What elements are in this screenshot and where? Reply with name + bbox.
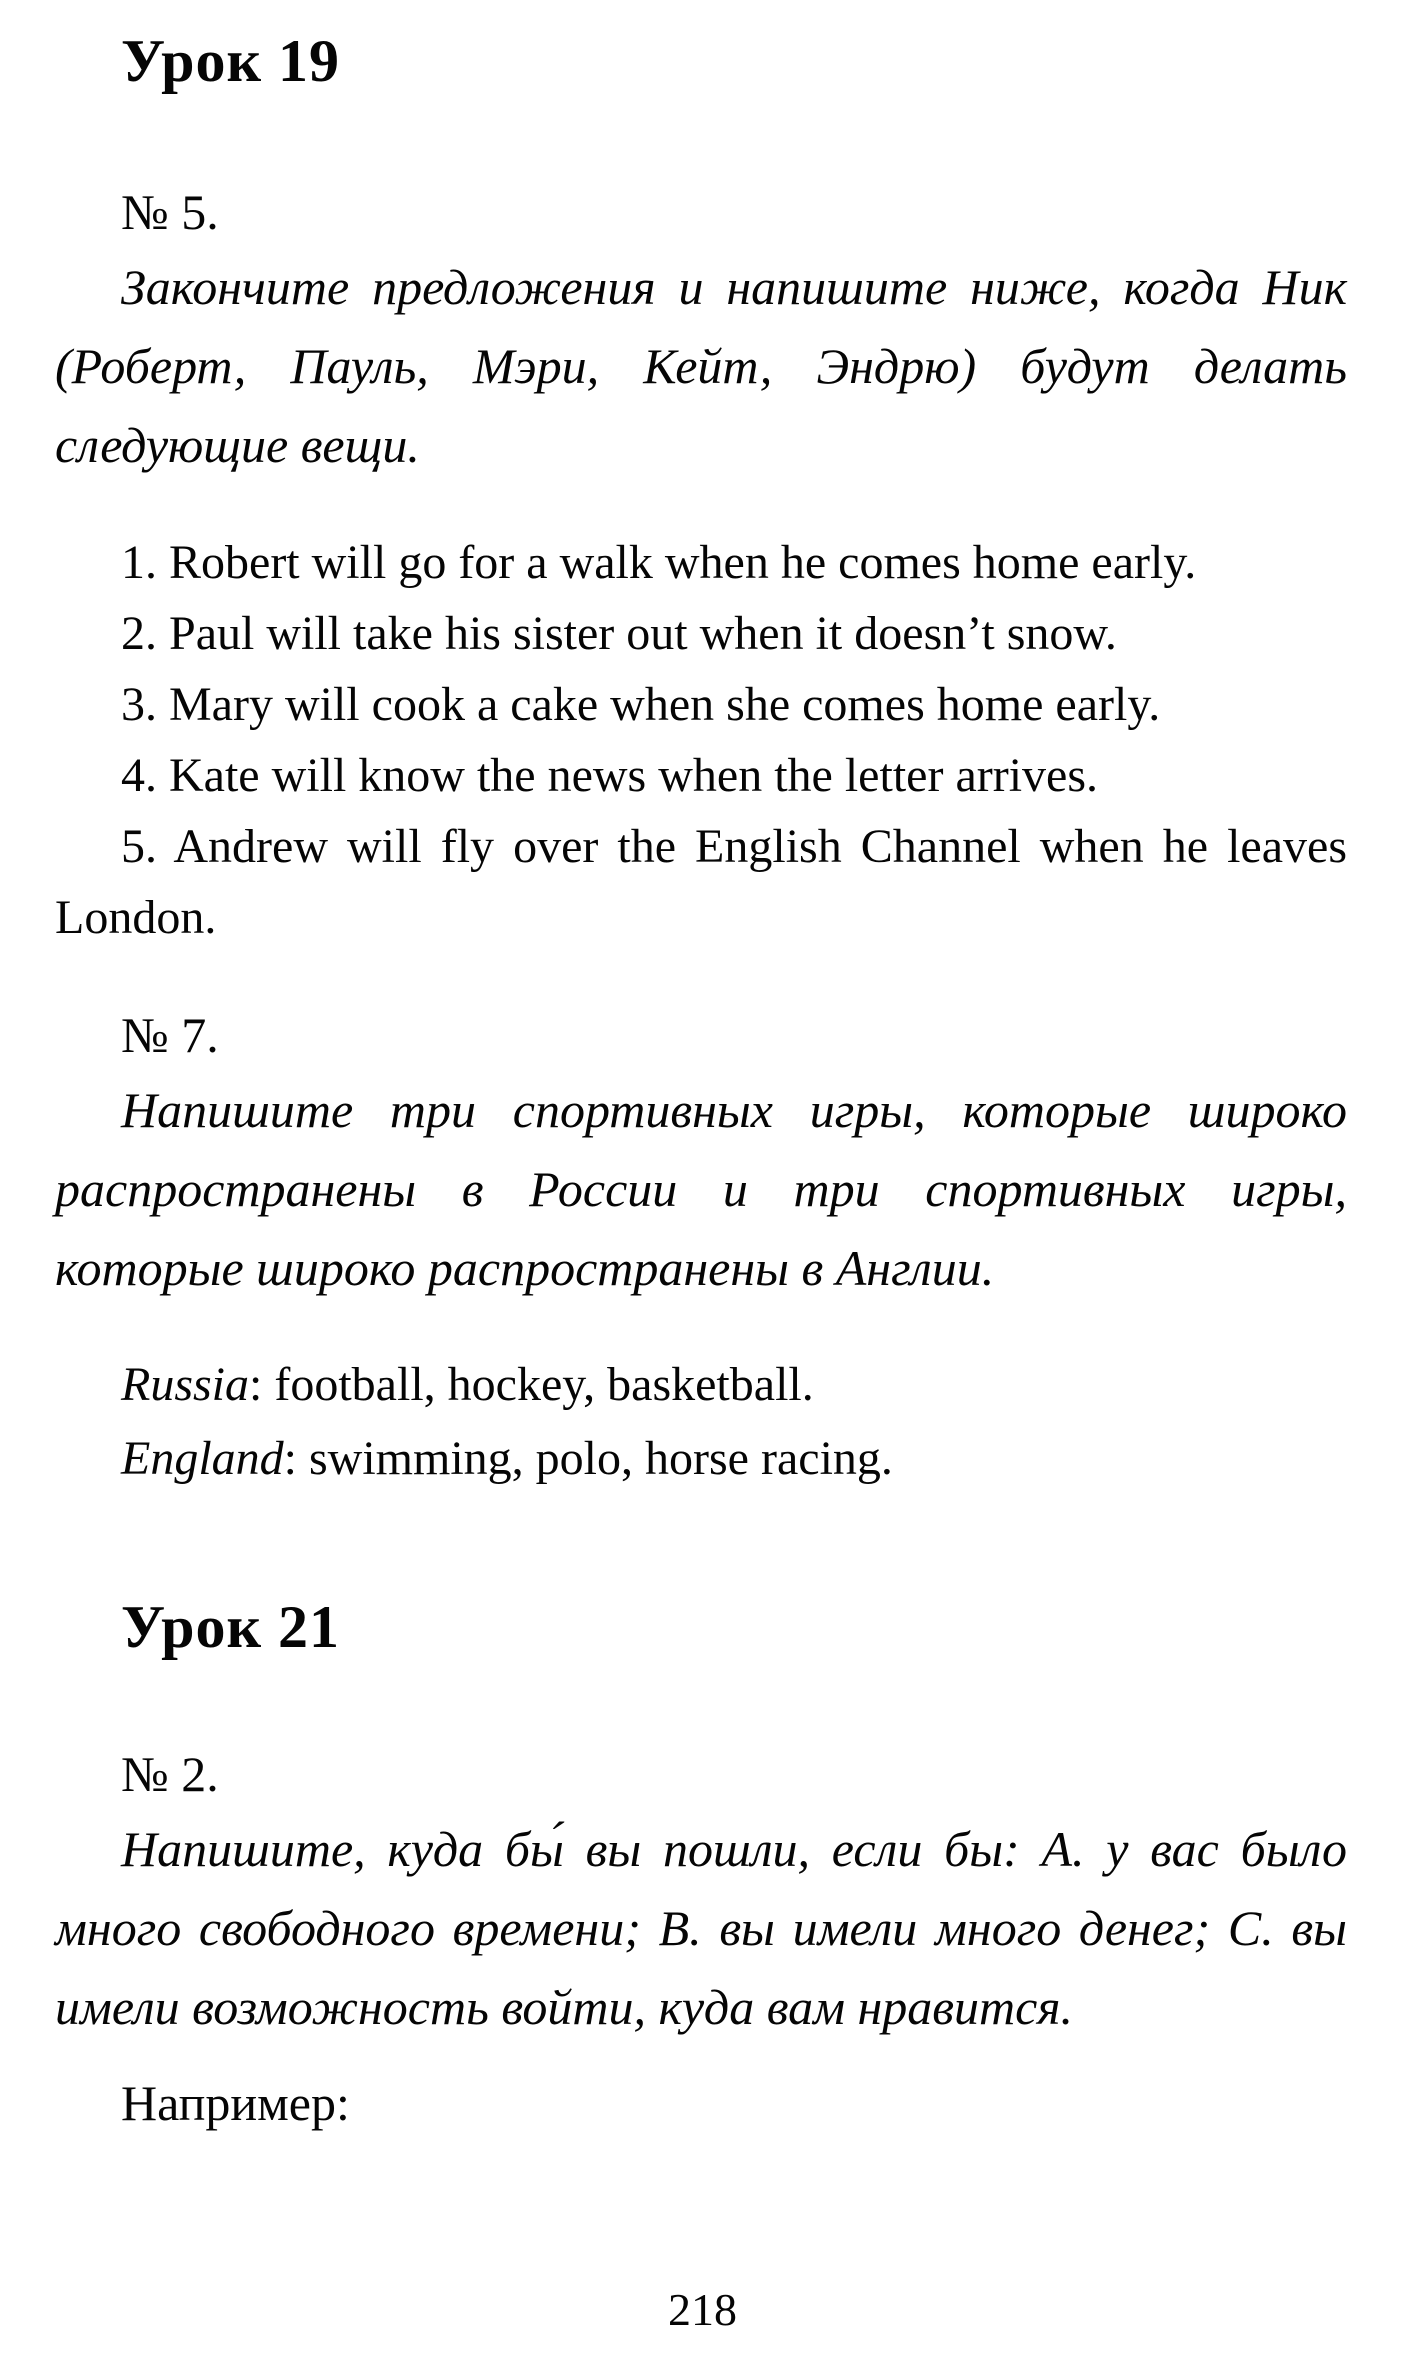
exercise-7-number: № 7. <box>121 1007 219 1063</box>
exercise-5-number: № 5. <box>121 184 219 240</box>
exercise-7-answers <box>55 1348 1347 1496</box>
exercise-2-task: Напишите, куда бы́ вы пошли, если бы: А. у вас было много свободного времени; В. вы имели много денег; С. вы имели возможность войти, куда вам нравится. <box>55 1821 1347 2035</box>
exercise-2-number: № 2. <box>121 1746 219 1802</box>
exercise-7-task: Напишите три спортивных игры, которые широко распространены в России и три спортивных игры, которые широко распространены в Англии. <box>55 1082 1347 1296</box>
exercise-5-answers <box>55 527 1347 953</box>
exercise-5-answer-2: 2. Paul will take his sister out when it doesn’t snow. <box>121 607 1117 660</box>
page-number: 218 <box>668 2284 737 2335</box>
exercise-7-answer-england <box>55 1422 1347 1496</box>
exercise-5-task: Закончите предложения и напишите ниже, когда Ник (Роберт, Пауль, Мэри, Кейт, Эндрю) будут делать следующие вещи. <box>55 259 1347 473</box>
lesson-21-title: Урок 21 <box>121 1594 341 1660</box>
russia-sports-list: : football, hockey, basketball. <box>249 1358 814 1411</box>
exercise-5-answer-5: 5. Andrew will fly over the English Channel when he leaves London. <box>55 820 1347 944</box>
example-label: Например: <box>121 2075 350 2131</box>
exercise-5-answer-4: 4. Kate will know the news when the letter arrives. <box>121 749 1099 802</box>
england-sports-list: : swimming, polo, horse racing. <box>283 1432 893 1485</box>
country-label-england: England <box>121 1432 284 1485</box>
lesson-19-title: Урок 19 <box>121 28 341 94</box>
exercise-5-answer-3: 3. Mary will cook a cake when she comes home early. <box>121 678 1161 731</box>
country-label-russia: Russia <box>121 1358 250 1411</box>
exercise-7-answer-russia <box>55 1348 1347 1422</box>
exercise-5-answer-1: 1. Robert will go for a walk when he comes home early. <box>121 536 1197 589</box>
